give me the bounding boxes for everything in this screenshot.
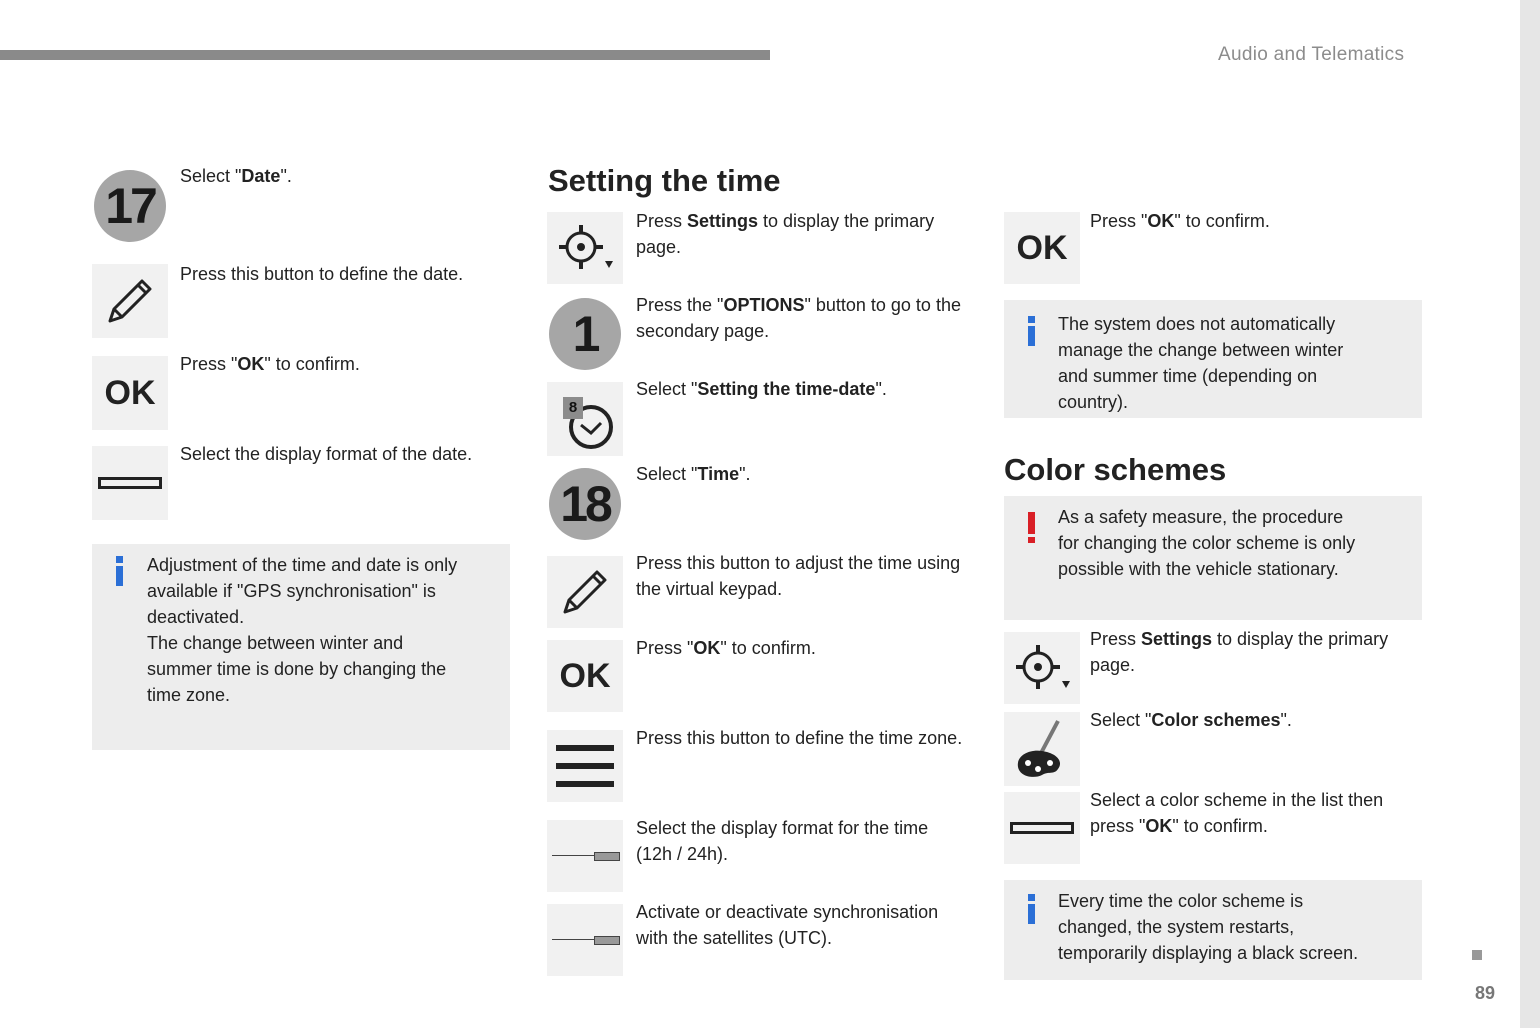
header-bar	[0, 50, 770, 60]
info-text-summer-time: The system does not automatically manage the change between winter and summer time (depending on country).	[1058, 314, 1344, 412]
step-ok-confirm-text: Press "OK" to confirm.	[180, 354, 360, 374]
step-ok-confirm-text: Press "OK" to confirm.	[1090, 211, 1270, 231]
warning-text: As a safety measure, the procedure for changing the color scheme is only possible with the vehicle stationary.	[1058, 507, 1356, 579]
section-title-setting-time: Setting the time	[548, 163, 781, 198]
page-number: 89	[1475, 983, 1496, 1003]
warning-icon	[1028, 512, 1036, 543]
pencil-icon[interactable]	[547, 556, 623, 628]
info-box-gps	[92, 544, 510, 750]
step-ok-confirm-text: Press "OK" to confirm.	[636, 638, 816, 658]
step-select-date-text: Select "Date".	[180, 166, 292, 186]
number-1-badge: 1	[549, 298, 621, 370]
number-18-badge: 18	[549, 468, 621, 540]
info-box-summer-time	[1004, 300, 1422, 418]
step-settings-primary-text: Press Settings to display the primary page.	[636, 211, 935, 257]
step-date-format-text: Select the display format of the date.	[180, 444, 473, 464]
step-17-icon	[92, 168, 168, 244]
page-marker	[1472, 950, 1482, 960]
clock-icon[interactable]	[547, 382, 623, 456]
ok-button[interactable]: OK	[1004, 212, 1080, 284]
ok-button[interactable]: OK	[547, 640, 623, 712]
pencil-icon[interactable]	[92, 264, 168, 338]
info-box-restart	[1004, 880, 1422, 980]
step-1-icon	[547, 296, 623, 372]
settings-gear-icon[interactable]	[547, 212, 623, 284]
step-settings-primary-text: Press Settings to display the primary page.	[1090, 629, 1389, 675]
step-adjust-time-text: Press this button to adjust the time using the virtual keypad.	[636, 553, 961, 599]
info-icon	[1028, 894, 1034, 924]
slider-switch-icon[interactable]	[547, 820, 623, 892]
info-icon	[116, 556, 122, 586]
header-title: Audio and Telematics	[1218, 44, 1405, 65]
step-define-date-text: Press this button to define the date.	[180, 264, 464, 284]
toggle-bar-icon[interactable]	[92, 446, 168, 520]
warning-box-safety	[1004, 496, 1422, 620]
step-18-icon	[547, 466, 623, 542]
page-edge-strip	[1520, 0, 1540, 1028]
step-select-time-text: Select "Time".	[636, 464, 751, 484]
step-satellite-sync-text: Activate or deactivate synchronisation with the satellites (UTC).	[636, 902, 939, 948]
menu-lines-icon[interactable]	[547, 730, 623, 802]
section-title-color-schemes: Color schemes	[1004, 452, 1227, 487]
info-text-gps: Adjustment of the time and date is only available if "GPS synchronisation" is deactivated. The change between winter and summer time is done by changing the time zone.	[147, 555, 458, 705]
step-setting-time-date-text: Select "Setting the time-date".	[636, 379, 887, 399]
number-17-badge: 17	[94, 170, 166, 242]
palette-icon[interactable]	[1004, 712, 1080, 786]
step-select-color-schemes-text: Select "Color schemes".	[1090, 710, 1292, 730]
slider-switch-icon[interactable]	[547, 904, 623, 976]
info-icon	[1028, 316, 1034, 346]
settings-gear-icon[interactable]	[1004, 632, 1080, 704]
info-text-restart: Every time the color scheme is changed, the system restarts, temporarily displaying a black screen.	[1058, 891, 1359, 963]
step-select-scheme-text: Select a color scheme in the list then press "OK" to confirm.	[1090, 790, 1384, 836]
clock-badge: 8	[563, 397, 583, 419]
step-options-text: Press the "OPTIONS" button to go to the secondary page.	[636, 295, 961, 341]
ok-button[interactable]: OK	[92, 356, 168, 430]
step-time-format-text: Select the display format for the time (12h / 24h).	[636, 818, 929, 864]
toggle-bar-icon[interactable]	[1004, 792, 1080, 864]
step-time-zone-text: Press this button to define the time zone.	[636, 728, 963, 748]
